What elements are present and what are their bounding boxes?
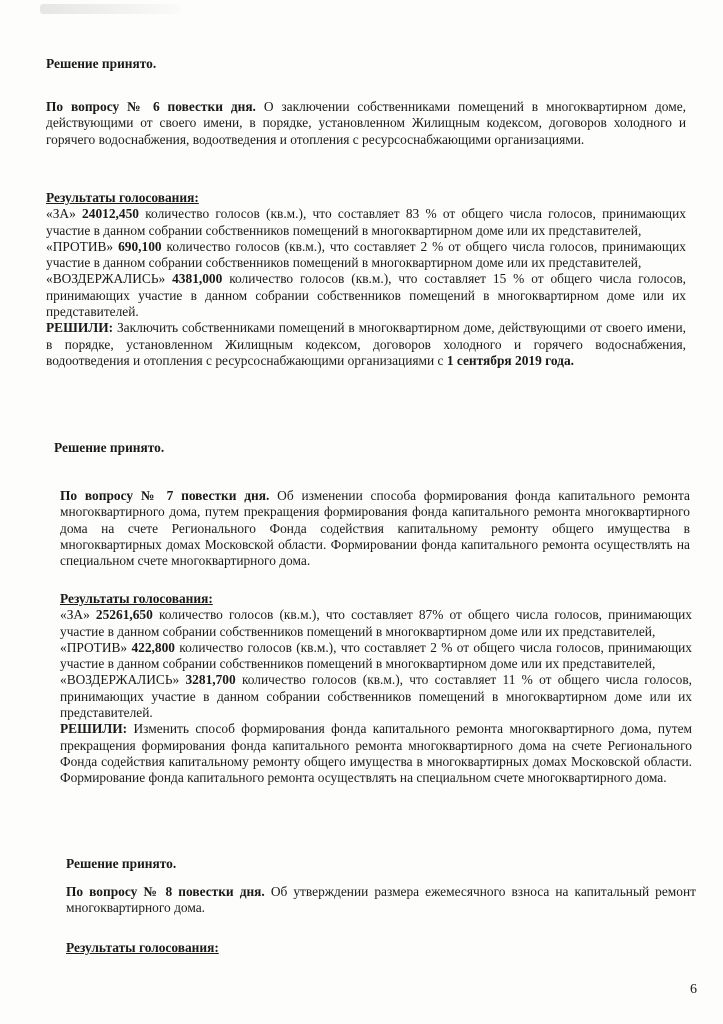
question-7-results [60,591,692,787]
decision-accepted-3: Решение принято. [66,856,177,871]
question-8-lead: По вопросу № 8 повестки дня. [66,884,265,899]
decision-accepted-1: Решение принято. [46,56,157,71]
vote-for-value-6: 24012,450 [82,206,139,222]
question-6-text: О заключении собственниками помещений в многоквартирном доме, действующими от своего имени, в порядке, установленном Жилищным кодексом, договоров холодного и горячего водоснабжения, водоотведения и отопления с ресурсоснабжающими организациями. [46,99,687,147]
vote-abstain-label-6: «ВОЗДЕРЖАЛИСЬ» [46,271,166,287]
vote-against-label-6: «ПРОТИВ» [46,238,114,254]
question-7 [60,488,690,569]
vote-abstain-label-7: «ВОЗДЕРЖАЛИСЬ» [60,672,180,688]
vote-abstain-value-6: 4381,000 [172,271,223,287]
vote-for-label-7: «ЗА» [60,607,90,623]
vote-abstain-text-6: количество голосов (кв.м.), что составляет 15 % от общего числа голосов, принимающих участие в данном собрании собственников помещений в многоквартирном доме или их представителей. [46,271,686,320]
results-heading-8: Результаты голосования: [66,940,219,955]
question-6-results [46,190,686,369]
resolved-label-7: РЕШИЛИ: [60,721,128,737]
vote-against-value-7: 422,800 [131,639,175,655]
resolved-text-6: Заключить собственниками помещений в многоквартирном доме, действующими от своего имени, в порядке, установленном Жилищным кодексом, договоров холодного и горячего водоснабжения, водоотведения и отопления с ресурсоснабжающими организациями с [46,320,686,368]
vote-for-label-6: «ЗА» [46,206,76,222]
scan-smudge [40,4,180,14]
vote-abstain-text-7: количество голосов (кв.м.), что составляет 11 % от общего числа голосов, принимающих участие в данном собрании собственников помещений в многоквартирном доме или их представителей. [60,672,692,721]
results-heading-6: Результаты голосования: [46,190,199,205]
question-8-text: Об утверждении размера ежемесячного взноса на капитальный ремонт многоквартирного дома. [66,884,696,916]
resolved-date-6: 1 сентября 2019 года. [446,352,575,368]
results-heading-7: Результаты голосования: [60,591,213,606]
question-7-text: Об изменении способа формирования фонда капитального ремонта многоквартирного дома, путем прекращения формирования фонда капитального ремонта многоквартирного дома на счете Регионального Фонда содействия капитальному ремонту общего имущества в многоквартирных домах Московской области. Формировании фонда капитального ремонта осуществлять на специальном счете многоквартирного дома. [60,488,690,569]
vote-for-text-6: количество голосов (кв.м.), что составляет 83 % от общего числа голосов, принимающих участие в данном собрании собственников помещений в многоквартирном доме или их представителей, [46,206,686,238]
vote-against-label-7: «ПРОТИВ» [60,639,128,655]
vote-abstain-value-7: 3281,700 [185,672,236,688]
question-7-lead: По вопросу № 7 повестки дня. [60,488,270,503]
vote-against-text-7: количество голосов (кв.м.), что составляет 2 % от общего числа голосов, принимающих участие в данном собрании собственников помещений в многоквартирном доме или их представителей, [60,639,692,672]
question-6-lead: По вопросу № 6 повестки дня. [46,99,256,114]
vote-against-text-6: количество голосов (кв.м.), что составляет 2 % от общего числа голосов, принимающих участие в данном собрании собственников помещений в многоквартирном доме или их представителей, [46,238,686,271]
vote-for-text-7: количество голосов (кв.м.), что составляет 87% от общего числа голосов, принимающих участие в данном собрании собственников помещений в многоквартирном доме или их представителей, [60,607,692,639]
question-6 [46,99,686,148]
decision-accepted-2: Решение принято. [54,440,165,455]
question-8 [66,884,696,917]
resolved-text-7: Изменить способ формирования фонда капитального ремонта многоквартирного дома, путем прекращения формирования фонда капитального ремонта многоквартирного дома на счете Регионального Фонда содействия капитальному ремонту общего имущества в многоквартирных домах Московской области. Формирование фонда капитального ремонта осуществлять на специальном счете многоквартирного дома. [60,721,692,786]
vote-for-value-7: 25261,650 [95,607,153,623]
vote-against-value-6: 690,100 [118,238,162,254]
page-number: 6 [690,981,697,997]
resolved-label-6: РЕШИЛИ: [46,320,114,336]
